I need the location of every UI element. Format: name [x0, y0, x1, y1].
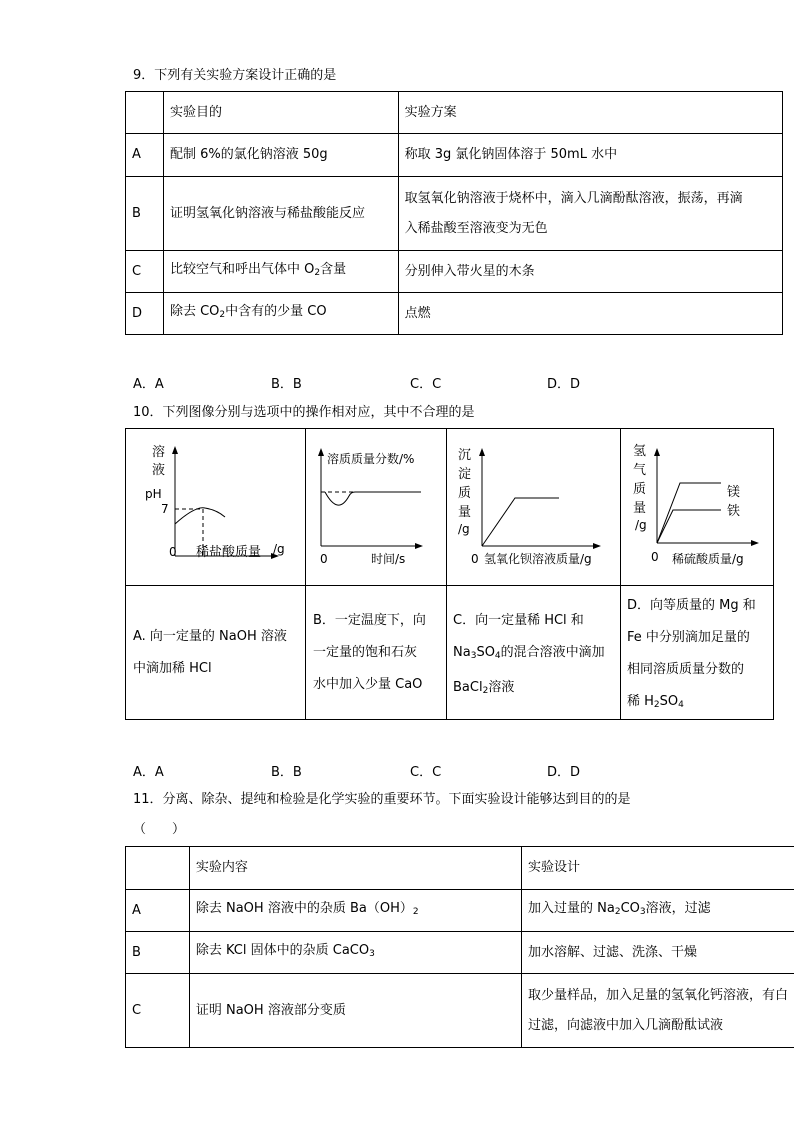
q11-row-a-design — [522, 890, 794, 932]
graph-b-x-arrow — [415, 543, 423, 549]
q10-option-c[interactable]: C．C — [410, 765, 442, 780]
q9-row-b-goal: 证明氢氧化钠溶液与稀盐酸能反应 — [163, 177, 398, 251]
q11-row-a-content — [189, 890, 521, 932]
q9-table — [125, 91, 783, 335]
graph-b-y-arrow — [318, 448, 324, 456]
q9-row-d-label: D — [126, 293, 164, 335]
q9-header-goal: 实验目的 — [163, 92, 398, 134]
q9-header-blank — [126, 92, 164, 134]
graph-c-ylabel-5: /g — [458, 522, 470, 536]
graph-c — [458, 448, 601, 566]
q11-row-c — [126, 974, 794, 1048]
q9-row-d-plan: 点燃 — [398, 293, 782, 335]
q11-row-b-content-text: 除去 KCl 固体中的杂质 CaCO — [195, 943, 370, 958]
q10-desc-b-line3: 水中加入少量 CaO — [313, 677, 423, 692]
q10-grid — [125, 428, 774, 720]
q10-option-b[interactable]: B．B — [271, 765, 302, 780]
q10-desc-b-line1: B．一定温度下，向 — [313, 613, 426, 628]
q9-row-d-goal-sub: 2 — [219, 310, 226, 320]
q9-row-d — [126, 293, 783, 335]
q11-row-b-content-sub: 3 — [369, 949, 375, 959]
graph-b-xlabel: 时间/s — [371, 552, 406, 566]
q10-desc-c-so: SO — [476, 645, 495, 660]
graph-b-ylabel: 溶质质量分数/% — [327, 452, 415, 466]
graph-a-curve — [175, 508, 225, 524]
q10-desc-d-line1: D．向等质量的 Mg 和 — [627, 598, 756, 613]
q11-row-b-design: 加水溶解、过滤、洗涤、干燥 — [522, 932, 794, 974]
q11-row-b — [126, 932, 794, 974]
q9-row-a-goal: 配制 6%的氯化钠溶液 50g — [163, 134, 398, 177]
graph-c-ylabel-1: 沉 — [458, 448, 472, 463]
q9-row-b-plan-line2: 入稀盐酸至溶液变为无色 — [404, 220, 548, 236]
q9-row-c — [126, 251, 783, 293]
q9-row-a — [126, 134, 783, 177]
q10-desc-c-na: Na — [453, 645, 471, 660]
graph-d-label-fe: 铁 — [727, 504, 741, 519]
q11-row-c-design — [522, 974, 794, 1048]
q11-row-c-content: 证明 NaOH 溶液部分变质 — [189, 974, 521, 1048]
q11-row-a-design-sub1: 2 — [614, 907, 621, 917]
graph-d-ylabel-1: 氢 — [633, 444, 647, 459]
graph-d-curve-fe — [657, 510, 721, 543]
graph-d-ylabel-5: /g — [635, 518, 647, 532]
q10-desc-d-sub2: 2 — [653, 700, 660, 710]
q9-row-a-label: A — [126, 134, 164, 177]
q10-desc-a — [133, 621, 303, 685]
graph-d — [633, 444, 759, 566]
q9-header-plan: 实验方案 — [398, 92, 782, 134]
graph-c-ylabel-2: 淀 — [458, 467, 472, 482]
q11-row-a-design-a: 加入过量的 Na — [528, 901, 615, 916]
q9-option-b[interactable]: B．B — [271, 377, 302, 392]
q10-desc-c-bacl: BaCl — [453, 680, 483, 695]
graph-d-y-arrow — [654, 448, 660, 456]
q10-desc-c-sub2: 2 — [482, 686, 489, 696]
q9-option-d[interactable]: D．D — [547, 377, 581, 392]
q9-row-b — [126, 177, 783, 251]
q11-row-c-design-line1: 取少量样品，加入足量的氢氧化钙溶液，有白 — [528, 987, 789, 1003]
q11-header-design: 实验设计 — [522, 847, 794, 890]
q10-desc-b-line2: 一定量的饱和石灰 — [313, 645, 418, 660]
graph-b — [318, 448, 423, 566]
q11-row-b-label: B — [126, 932, 190, 974]
q10-desc-c-sub4: 4 — [494, 651, 501, 661]
q9-row-c-goal-b: 含量 — [320, 262, 347, 277]
q9-row-c-goal-sub: 2 — [314, 268, 321, 278]
q11-header-content: 实验内容 — [189, 847, 521, 890]
q9-row-b-label: B — [126, 177, 164, 251]
q9-option-c[interactable]: C．C — [410, 377, 442, 392]
q9-row-d-goal-b: 中含有的少量 CO — [225, 304, 327, 319]
q10-desc-d-line3: 相同溶质质量分数的 — [627, 662, 745, 677]
q9-row-b-plan — [398, 177, 782, 251]
graph-a-y-arrow — [172, 446, 178, 454]
q10-stem: 10．下列图像分别与选项中的操作相对应，其中不合理的是 — [133, 405, 475, 420]
graph-a-ylabel-1: 溶 — [152, 445, 166, 460]
q10-desc-c-line2 — [453, 637, 619, 672]
q11-header-blank — [126, 847, 190, 890]
q10-desc-c-line3 — [453, 672, 619, 707]
graph-a — [145, 444, 285, 560]
q10-desc-d-line4 — [627, 686, 773, 721]
graph-a-tick-7: 7 — [161, 502, 169, 516]
graph-d-x-arrow — [751, 540, 759, 546]
q9-row-b-plan-line1: 取氢氧化钠溶液于烧杯中，滴入几滴酚酞溶液，振荡，再滴 — [404, 190, 743, 206]
graph-c-ylabel-4: 量 — [458, 505, 472, 520]
q9-row-c-plan: 分别伸入带火星的木条 — [398, 251, 782, 293]
q10-desc-d — [627, 590, 773, 721]
q10-desc-a-line2: 中滴加稀 HCl — [133, 661, 212, 676]
graph-a-ylabel-2: 液 — [152, 463, 166, 478]
graph-a-ylabel-3: pH — [145, 487, 162, 501]
q11-row-a-design-c: 溶液，过滤 — [645, 901, 711, 916]
q11-row-c-label: C — [126, 974, 190, 1048]
q10-option-a[interactable]: A．A — [133, 765, 164, 780]
q10-option-d[interactable]: D．D — [547, 765, 581, 780]
q11-row-a-design-sub2: 3 — [639, 907, 646, 917]
q10-desc-d-so: SO — [659, 694, 679, 709]
q9-row-d-goal-a: 除去 CO — [169, 304, 220, 319]
q11-row-a-label: A — [126, 890, 190, 932]
graph-c-curve — [482, 498, 559, 546]
q11-header-row — [126, 847, 794, 890]
q9-row-a-plan: 称取 3g 氯化钠固体溶于 50mL 水中 — [398, 134, 782, 177]
q11-row-b-content — [189, 932, 521, 974]
q11-paren: （ ） — [133, 822, 186, 837]
graph-d-ylabel-2: 气 — [633, 463, 647, 478]
q10-desc-a-line1: A. 向一定量的 NaOH 溶液 — [133, 629, 287, 644]
q10-desc-c-tail: 溶液 — [488, 680, 515, 695]
q9-row-c-goal-a: 比较空气和呼出气体中 O — [169, 262, 315, 277]
q10-desc-d-h: 稀 H — [627, 694, 654, 709]
q11-stem: 11．分离、除杂、提纯和检验是化学实验的重要环节。下面实验设计能够达到目的的是 — [133, 792, 631, 807]
q10-desc-c-sub3: 3 — [470, 651, 477, 661]
q9-header-row — [126, 92, 783, 134]
q10-desc-c-line1: C．向一定量稀 HCl 和 — [453, 613, 584, 628]
q10-desc-c — [453, 605, 619, 707]
q10-desc-d-line2: Fe 中分别滴加足量的 — [627, 630, 750, 645]
graph-d-origin: 0 — [651, 550, 659, 564]
q9-row-c-goal — [163, 251, 398, 293]
graph-d-xlabel: 稀硫酸质量/g — [672, 552, 744, 566]
q11-row-a-content-sub: 2 — [412, 907, 419, 917]
graph-d-curve-mg — [657, 483, 721, 543]
graph-d-ylabel-4: 量 — [633, 501, 647, 516]
graph-a-origin: 0 — [169, 545, 177, 559]
graph-c-x-arrow — [593, 543, 601, 549]
graph-a-xunit: /g — [273, 542, 285, 556]
graph-c-ylabel-3: 质 — [458, 486, 472, 501]
q10-desc-b — [313, 605, 445, 701]
q9-stem: 9．下列有关实验方案设计正确的是 — [133, 68, 337, 83]
graph-d-label-mg: 镁 — [727, 485, 741, 500]
q9-row-d-goal — [163, 293, 398, 335]
q11-row-a-content-text: 除去 NaOH 溶液中的杂质 Ba（OH） — [195, 901, 413, 916]
graph-b-curve — [325, 492, 421, 505]
graph-c-y-arrow — [479, 448, 485, 456]
q11-row-a-design-b: CO — [620, 901, 640, 916]
graph-b-origin: 0 — [320, 552, 328, 566]
q11-table — [125, 846, 794, 1048]
q10-desc-d-sub4: 4 — [678, 700, 684, 710]
graph-c-origin: 0 — [471, 552, 479, 566]
q9-row-c-label: C — [126, 251, 164, 293]
q11-row-a — [126, 890, 794, 932]
q11-row-c-design-line2: 过滤，向滤液中加入几滴酚酞试液 — [528, 1017, 724, 1033]
graph-a-xlabel: 稀盐酸质量 — [196, 545, 262, 560]
graph-d-ylabel-3: 质 — [633, 482, 647, 497]
q10-desc-c-rest: 的混合溶液中滴加 — [500, 645, 605, 660]
q9-option-a[interactable]: A．A — [133, 377, 164, 392]
graph-c-xlabel: 氢氧化钡溶液质量/g — [484, 552, 592, 566]
